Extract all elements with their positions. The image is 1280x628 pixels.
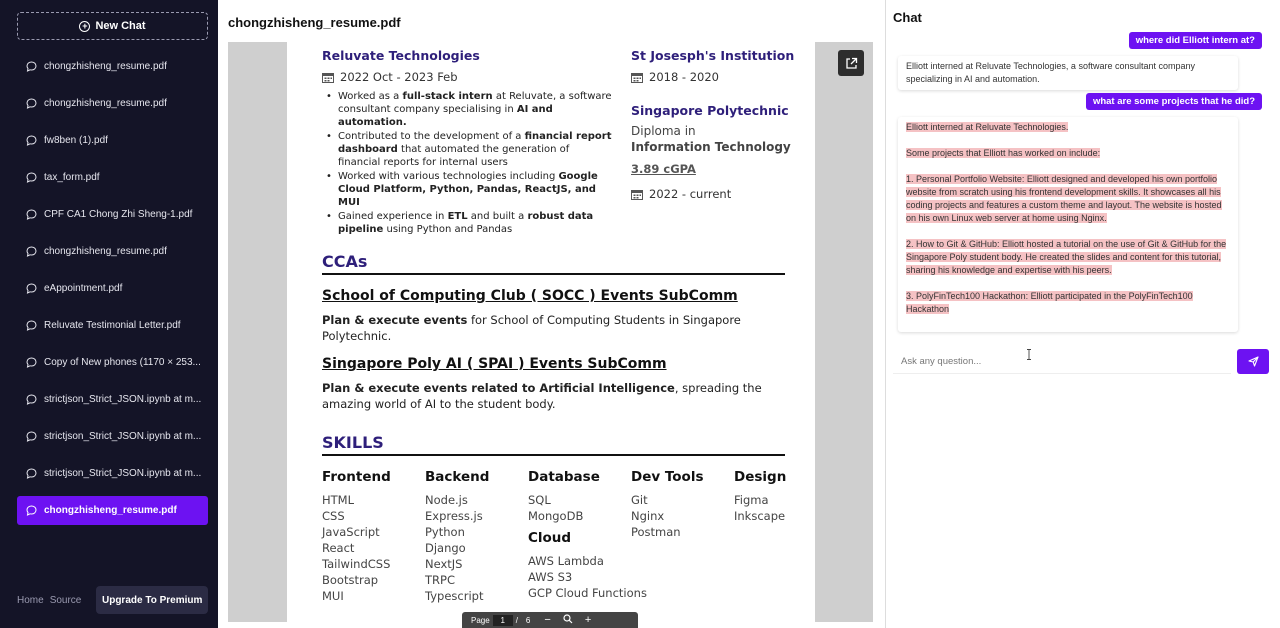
sidebar-chat-item[interactable] <box>17 48 208 85</box>
cca-1-desc <box>322 312 772 344</box>
upgrade-premium-button[interactable]: Upgrade To Premium <box>96 586 208 614</box>
diploma-line-1: Diploma in <box>631 124 696 138</box>
skill-item: Python <box>425 525 465 539</box>
sidebar-chat-item-label: chongzhisheng_resume.pdf <box>44 98 167 109</box>
bullet-segment: Gained experience in <box>338 211 448 222</box>
pdf-page <box>287 42 815 622</box>
chat-panel <box>885 0 1280 628</box>
answer-paragraph-2: Some projects that Elliott has worked on include: <box>906 148 1101 158</box>
sidebar <box>0 0 218 628</box>
calendar-icon <box>631 189 643 200</box>
bullet-segment: financial report dashboard <box>338 131 612 155</box>
skill-item: Node.js <box>425 493 468 507</box>
skills-design-head: Design <box>734 469 787 485</box>
bullet-segment: AI and automation. <box>338 104 553 128</box>
bullet-segment: robust data pipeline <box>338 211 594 235</box>
pdf-title: chongzhisheng_resume.pdf <box>228 15 401 30</box>
sidebar-chat-item-label: strictjson_Strict_JSON.ipynb at m... <box>44 468 202 479</box>
sidebar-chat-item[interactable] <box>17 122 208 159</box>
chat-bubble-icon <box>26 505 37 516</box>
source-link[interactable]: Source <box>49 594 82 606</box>
open-external-button[interactable] <box>838 50 864 76</box>
cca-2-title: Singapore Poly AI ( SPAI ) Events SubComm <box>322 356 667 372</box>
skill-item: NextJS <box>425 557 463 571</box>
gpa-text: 3.89 cGPA <box>631 162 696 176</box>
ccas-divider <box>322 273 785 275</box>
skills-devtools <box>631 469 704 540</box>
sidebar-chat-item-label: strictjson_Strict_JSON.ipynb at m... <box>44 431 202 442</box>
sidebar-chat-item[interactable] <box>17 85 208 122</box>
calendar-icon <box>322 72 334 83</box>
cca-2-bold: Plan & execute events related to Artificial Intelligence <box>322 381 675 395</box>
skill-item: GCP Cloud Functions <box>528 586 647 600</box>
skill-item: React <box>322 541 355 555</box>
chat-bubble-icon <box>26 209 37 220</box>
sidebar-chat-item[interactable] <box>17 496 208 525</box>
skill-item: Git <box>631 493 648 507</box>
chat-title: Chat <box>893 10 922 25</box>
page-label: Page <box>471 615 490 625</box>
cca-2-rest: , spreading the amazing world of AI to the student body. <box>322 381 762 411</box>
external-link-icon <box>845 57 858 70</box>
skill-item: Inkscape <box>734 509 786 523</box>
bullet-segment: Worked as a <box>338 91 403 102</box>
school-1-dates <box>631 70 719 84</box>
chat-bubble-icon <box>26 135 37 146</box>
chat-bubble-icon <box>26 468 37 479</box>
skill-item: HTML <box>322 493 355 507</box>
experience-dates-text: 2022 Oct - 2023 Feb <box>340 70 458 84</box>
skill-item: Bootstrap <box>322 573 379 587</box>
sidebar-chat-item[interactable] <box>17 196 208 233</box>
school-1-name: St Josesph's Institution <box>631 48 795 63</box>
sidebar-chat-item[interactable] <box>17 159 208 196</box>
page-toolbar <box>462 612 638 628</box>
pdf-panel <box>218 0 885 628</box>
skill-item: Postman <box>631 525 681 539</box>
experience-bullets <box>324 90 614 237</box>
sidebar-chat-item-label: tax_form.pdf <box>44 172 100 183</box>
skills-design <box>734 469 786 524</box>
skill-item: Figma <box>734 493 769 507</box>
skills-backend-head: Backend <box>425 469 490 485</box>
skill-item: Nginx <box>631 509 665 523</box>
skill-item: CSS <box>322 509 345 523</box>
skills-frontend <box>322 469 391 604</box>
zoom-out-button[interactable]: − <box>544 614 551 626</box>
home-link[interactable]: Home <box>17 594 44 606</box>
sidebar-chat-item[interactable] <box>17 418 208 455</box>
chat-bubble-icon <box>26 283 37 294</box>
sidebar-chat-item-label: chongzhisheng_resume.pdf <box>44 246 167 257</box>
skills-frontend-list <box>322 492 391 604</box>
page-separator: / <box>515 615 518 625</box>
magnifier-icon <box>563 614 573 624</box>
assistant-message-1: Elliott interned at Reluvate Technologies, a software consultant company specializing in AI and automation. <box>898 56 1238 90</box>
cca-1-bold: Plan & execute events <box>322 313 468 327</box>
cca-1-title: School of Computing Club ( SOCC ) Events SubComm <box>322 288 738 304</box>
bullet-segment: at Reluvate, a software consultant company specialising in <box>338 91 612 115</box>
cca-2-desc <box>322 380 772 412</box>
skill-item: MUI <box>322 589 344 603</box>
chat-bubble-icon <box>26 320 37 331</box>
bullet-segment: that automated the generation of financial reports for internal users <box>338 144 570 168</box>
experience-dates <box>322 70 458 84</box>
skills-devtools-head: Dev Tools <box>631 469 704 485</box>
zoom-button[interactable] <box>563 614 573 627</box>
skill-item: Express.js <box>425 509 483 523</box>
experience-bullet <box>324 90 614 129</box>
company-name: Reluvate Technologies <box>322 48 480 63</box>
skills-database <box>528 469 647 601</box>
sidebar-chat-item-label: strictjson_Strict_JSON.ipynb at m... <box>44 394 202 405</box>
user-message-2: what are some projects that he did? <box>1086 93 1262 110</box>
sidebar-chat-item[interactable] <box>17 307 208 344</box>
plus-icon: + <box>79 21 90 32</box>
bullet-segment: Google Cloud Platform, Python, Pandas, ReactJS, and MUI <box>338 171 598 208</box>
skills-frontend-head: Frontend <box>322 469 391 485</box>
chat-bubble-icon <box>26 246 37 257</box>
assistant-message-2 <box>898 117 1238 332</box>
chat-bubble-icon <box>26 61 37 72</box>
skills-backend <box>425 469 489 604</box>
skill-item: MongoDB <box>528 509 584 523</box>
sidebar-chat-item-label: Reluvate Testimonial Letter.pdf <box>44 320 181 331</box>
sidebar-chat-item[interactable] <box>17 344 208 381</box>
skills-database-list <box>528 492 647 524</box>
answer-paragraph-1: Elliott interned at Reluvate Technologies. <box>906 122 1069 132</box>
new-chat-button[interactable] <box>17 12 208 40</box>
experience-bullet <box>324 210 614 236</box>
skills-database-head: Database <box>528 469 600 485</box>
skill-item: Django <box>425 541 466 555</box>
chat-bubble-icon <box>26 394 37 405</box>
bullet-segment: full-stack intern <box>402 91 493 102</box>
sidebar-chat-item[interactable] <box>17 381 208 418</box>
sidebar-chat-item[interactable] <box>17 455 208 492</box>
school-2-name: Singapore Polytechnic <box>631 103 789 118</box>
new-chat-label: New Chat <box>95 20 146 32</box>
answer-paragraph-3: 1. Personal Portfolio Website: Elliott designed and developed his own portfolio website from scratch using his frontend development skills. It showcases all his coding projects and features a custom theme and layout. The website is hosted on his own Linux web server at home using Nginx. <box>906 174 1222 223</box>
sidebar-chat-item-label: CPF CA1 Chong Zhi Sheng-1.pdf <box>44 209 193 220</box>
skills-cloud-list <box>528 553 647 601</box>
sidebar-chat-item-label: Copy of New phones (1170 × 253... <box>44 357 201 368</box>
user-message-1: where did Elliott intern at? <box>1129 32 1262 49</box>
chat-bubble-icon <box>26 172 37 183</box>
sidebar-chat-item[interactable] <box>17 270 208 307</box>
school-2-dates-text: 2022 - current <box>649 187 732 201</box>
bullet-segment: ETL <box>447 211 468 222</box>
zoom-in-button[interactable]: + <box>584 614 592 626</box>
page-number-input[interactable]: 1 <box>493 615 513 626</box>
answer-paragraph-5: 3. PolyFinTech100 Hackathon: Elliott participated in the PolyFinTech100 Hackathon <box>906 291 1193 314</box>
skill-item: AWS Lambda <box>528 554 604 568</box>
school-2-dates <box>631 187 731 201</box>
experience-bullet <box>324 170 614 209</box>
skill-item: TRPC <box>425 573 455 587</box>
skills-cloud-head: Cloud <box>528 530 572 546</box>
send-icon <box>1248 356 1259 367</box>
send-button[interactable] <box>1237 349 1269 374</box>
text-cursor-icon <box>1026 349 1032 360</box>
sidebar-footer <box>17 586 208 614</box>
chat-history-list <box>17 48 208 525</box>
skill-item: AWS S3 <box>528 570 573 584</box>
chat-bubble-icon <box>26 98 37 109</box>
pdf-viewer[interactable] <box>228 42 873 622</box>
school-1-dates-text: 2018 - 2020 <box>649 70 719 84</box>
skill-item: SQL <box>528 493 551 507</box>
page-total: 6 <box>525 615 531 625</box>
bullet-segment: and built a <box>467 211 528 222</box>
chat-bubble-icon <box>26 357 37 368</box>
answer-paragraph-4: 2. How to Git & GitHub: Elliott hosted a tutorial on the use of Git & GitHub for the Singapore Poly student body. He created the slides and content for this tutorial, sharing his knowledge and expertise with his peers. <box>906 239 1227 275</box>
sidebar-chat-item[interactable] <box>17 233 208 270</box>
ccas-heading: CCAs <box>322 252 368 271</box>
bullet-segment: using Python and Pandas <box>383 224 513 235</box>
sidebar-chat-item-label: chongzhisheng_resume.pdf <box>44 61 167 72</box>
bullet-segment: Worked with various technologies including <box>338 171 559 182</box>
bullet-segment: Contributed to the development of a <box>338 131 525 142</box>
sidebar-chat-item-label: chongzhisheng_resume.pdf <box>44 505 177 516</box>
sidebar-chat-item-label: eAppointment.pdf <box>44 283 123 294</box>
sidebar-chat-item-label: fw8ben (1).pdf <box>44 135 108 146</box>
skills-heading: SKILLS <box>322 433 384 452</box>
skill-item: JavaScript <box>322 525 380 539</box>
experience-bullet <box>324 130 614 169</box>
skills-backend-list <box>425 492 489 604</box>
skill-item: TailwindCSS <box>322 557 391 571</box>
skills-devtools-list <box>631 492 704 540</box>
skills-design-list <box>734 492 786 524</box>
question-input[interactable] <box>893 350 1231 374</box>
calendar-icon <box>631 72 643 83</box>
skill-item: Typescript <box>425 589 484 603</box>
cca-1-rest: for School of Computing Students in Singapore Polytechnic. <box>322 313 741 343</box>
skills-divider <box>322 454 785 456</box>
diploma-line-2: Information Technology <box>631 140 791 154</box>
chat-bubble-icon <box>26 431 37 442</box>
